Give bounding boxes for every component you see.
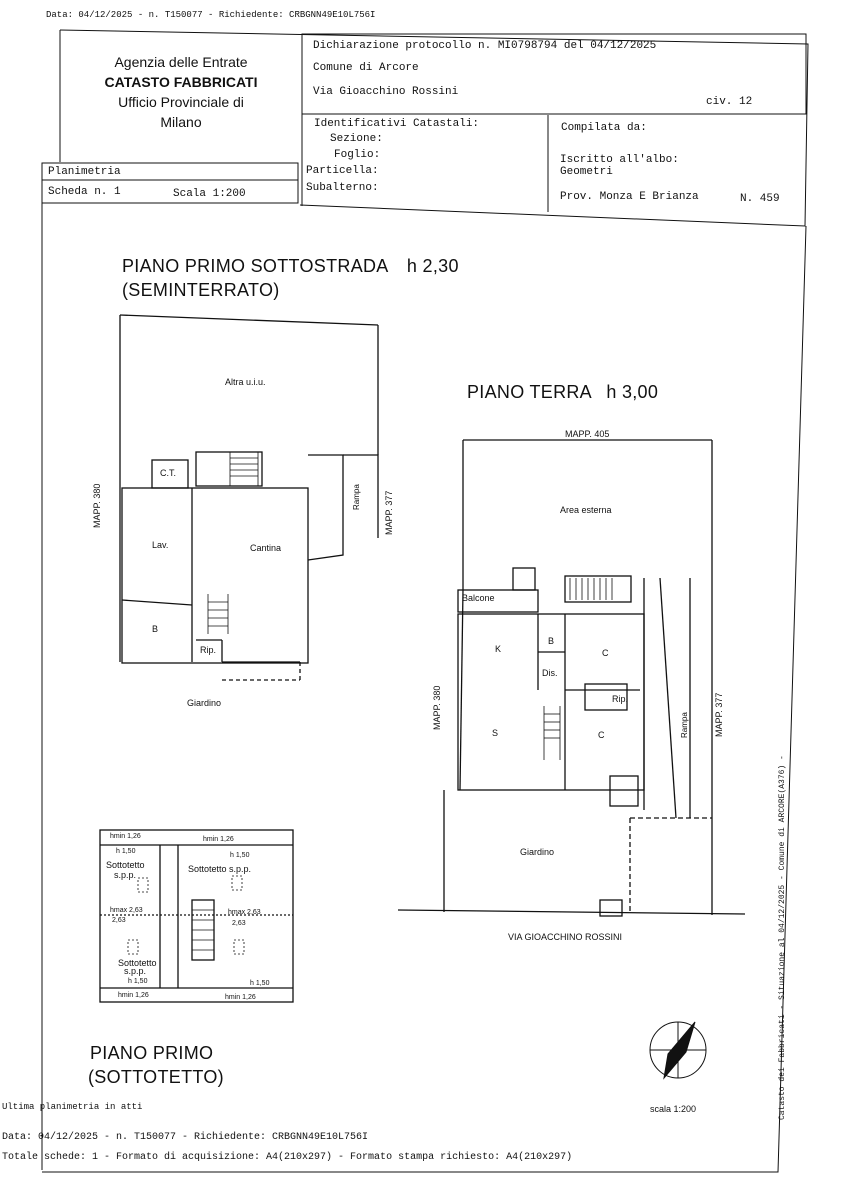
basement-altra-label: Altra u.i.u. — [225, 377, 266, 387]
last-plan-note: Ultima planimetria in atti — [2, 1102, 143, 1112]
attic-h150-c: h 1,50 — [128, 978, 148, 985]
attic-hmax-a: hmax 2,63 — [110, 907, 143, 914]
ground-title — [467, 382, 658, 403]
basement-subtitle: (SEMINTERRATO) — [122, 280, 280, 300]
ground-c1-label: C — [602, 648, 609, 658]
sezione-label: Sezione: — [330, 133, 383, 145]
attic-hmin-c: hmin 1,26 — [118, 992, 149, 999]
attic-hmax-c: hmax 2,63 — [228, 909, 261, 916]
north-arrow-icon — [650, 1022, 706, 1078]
ground-c2-label: C — [598, 730, 605, 740]
geometri-label: Geometri — [560, 166, 613, 178]
agency-name: Agenzia delle Entrate — [114, 54, 248, 70]
ground-mapp380-label: MAPP. 380 — [432, 685, 442, 730]
attic-title: PIANO PRIMO — [90, 1043, 214, 1063]
scheda-label: Scheda n. 1 — [48, 186, 121, 198]
agency-dept: CATASTO FABBRICATI — [104, 74, 258, 90]
iscritto-label: Iscritto all'albo: — [560, 154, 679, 166]
ground-area-label: Area esterna — [560, 505, 612, 515]
ground-title-text: PIANO TERRA — [467, 382, 592, 402]
ground-mapp405-label: MAPP. 405 — [565, 429, 610, 439]
ground-rampa-label: Rampa — [680, 712, 689, 738]
ground-k-label: K — [495, 644, 502, 654]
ground-b-label: B — [548, 636, 555, 646]
basement-lav-label: Lav. — [152, 540, 169, 550]
basement-b-label: B — [152, 624, 159, 634]
attic-h150-b: h 1,50 — [230, 852, 250, 859]
civ-number: civ. 12 — [706, 96, 753, 108]
street-line: Via Gioacchino Rossini — [313, 86, 459, 98]
attic-sott-c1: Sottotetto — [118, 958, 157, 968]
ground-balcone-label: Balcone — [462, 593, 495, 603]
scala-label: Scala 1:200 — [173, 188, 246, 200]
basement-cantina-label: Cantina — [250, 543, 282, 553]
side-situation-text: Catasto dei Fabbricati - Situazione al 04/12/2025 - Comune di ARCORE(A376) - — [778, 755, 787, 1120]
attic-h150-d: h 1,50 — [250, 980, 270, 987]
ground-height: h 3,00 — [606, 382, 659, 402]
bottom-scale-label: scala 1:200 — [650, 1104, 697, 1114]
footer-request-line: Data: 04/12/2025 - n. T150077 - Richiedente: CRBGNN49E10L756I — [2, 1132, 369, 1143]
declaration-line: Dichiarazione protocollo n. MI0798794 del 04/12/2025 — [313, 40, 657, 52]
ground-dis-label: Dis. — [542, 668, 558, 678]
basement-plan — [120, 315, 378, 680]
particella-label: Particella: — [306, 165, 379, 177]
basement-mapp377-label: MAPP. 377 — [384, 490, 394, 535]
attic-hmin-b: hmin 1,26 — [203, 836, 234, 843]
basement-title — [122, 256, 459, 277]
comune-line: Comune di Arcore — [313, 62, 419, 74]
ground-rip-label: Rip. — [612, 694, 629, 704]
attic-subtitle: (SOTTOTETTO) — [88, 1067, 224, 1087]
attic-sott-a1: Sottotetto — [106, 860, 145, 870]
basement-rampa-label: Rampa — [352, 484, 361, 510]
attic-hmin-d: hmin 1,26 — [225, 994, 256, 1001]
compilata-label: Compilata da: — [561, 122, 647, 134]
identificativi-label: Identificativi Catastali: — [314, 118, 480, 130]
ground-giardino-label: Giardino — [520, 847, 555, 857]
province-label: Prov. Monza E Brianza — [560, 191, 699, 203]
attic-h150-a: h 1,50 — [116, 848, 136, 855]
top-request-line: Data: 04/12/2025 - n. T150077 - Richiedente: CRBGNN49E10L756I — [46, 10, 376, 20]
attic-plan — [100, 830, 293, 1002]
attic-sott-a2: s.p.p. — [114, 870, 137, 880]
attic-sott-c2: s.p.p. — [124, 966, 147, 976]
basement-title-text: PIANO PRIMO SOTTOSTRADA — [122, 256, 388, 276]
attic-hmin-a: hmin 1,26 — [110, 833, 141, 840]
albo-number: N. 459 — [740, 193, 780, 205]
ground-s-label: S — [492, 728, 499, 738]
attic-hmax-d: 2,63 — [232, 920, 246, 927]
basement-rip-label: Rip. — [200, 645, 217, 655]
basement-mapp380-label: MAPP. 380 — [92, 483, 102, 528]
basement-height: h 2,30 — [406, 256, 459, 276]
basement-ct-label: C.T. — [160, 468, 177, 478]
footer-format-line: Totale schede: 1 - Formato di acquisizione: A4(210x297) - Formato stampa richiesto: A4(210x297) — [2, 1152, 573, 1163]
foglio-label: Foglio: — [334, 149, 381, 161]
attic-sott-b: Sottotetto s.p.p. — [188, 864, 252, 874]
agency-block — [66, 52, 296, 132]
ground-mapp377-label: MAPP. 377 — [714, 692, 724, 737]
attic-hmax-b: 2,63 — [112, 917, 126, 924]
agency-office: Ufficio Provinciale di — [118, 94, 244, 110]
subalterno-label: Subalterno: — [306, 182, 379, 194]
agency-city: Milano — [160, 114, 202, 130]
planimetria-label: Planimetria — [48, 166, 121, 178]
basement-giardino-label: Giardino — [187, 698, 222, 708]
ground-street-label: VIA GIOACCHINO ROSSINI — [508, 932, 623, 942]
